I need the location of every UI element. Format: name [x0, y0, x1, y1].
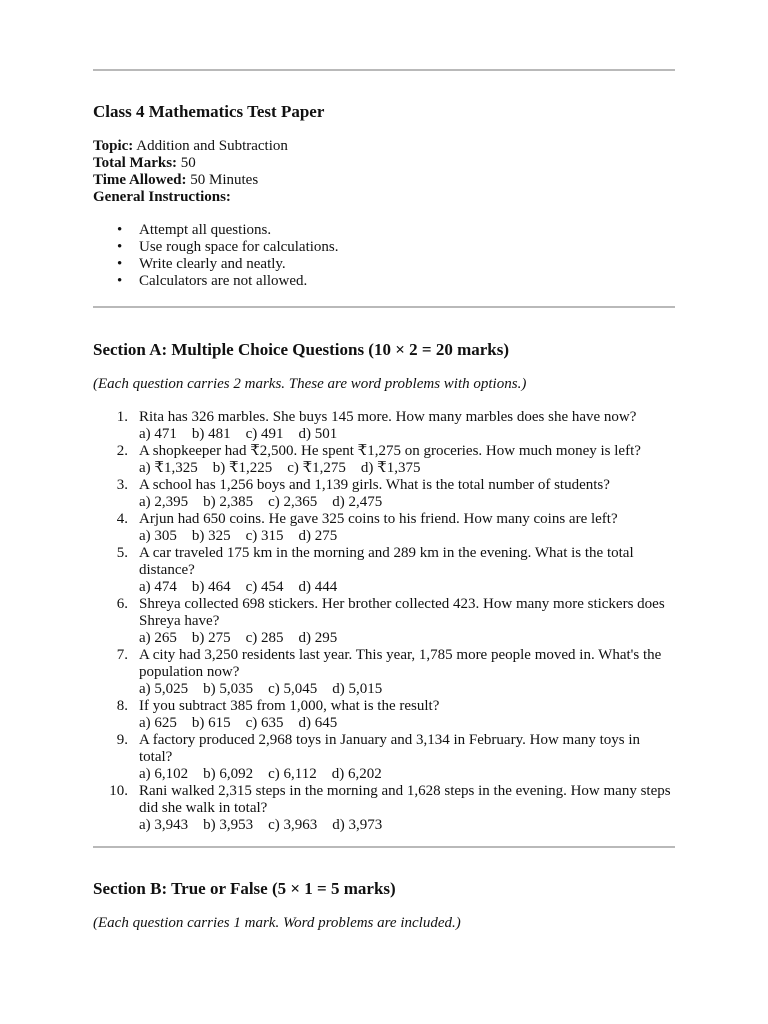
divider-section-b [93, 846, 675, 848]
divider-top [93, 69, 675, 71]
question-number: 10. [109, 783, 128, 799]
question-options: a) 305 b) 325 c) 315 d) 275 [139, 528, 338, 544]
question-text: Arjun had 650 coins. He gave 325 coins to his friend. How many coins are left? [139, 511, 618, 527]
question-item [93, 732, 675, 783]
bullet-icon: • [117, 256, 123, 272]
question-text: A school has 1,256 boys and 1,139 girls. What is the total number of students? [139, 477, 610, 493]
time-allowed-label: Time Allowed: [93, 172, 187, 188]
paper-title: Class 4 Mathematics Test Paper [93, 102, 325, 121]
instruction-text: Use rough space for calculations. [139, 239, 339, 255]
question-number: 2. [116, 443, 128, 459]
section-b-title: Section B: True or False (5 × 1 = 5 marks) [93, 879, 396, 898]
topic-line [93, 138, 288, 155]
question-options: a) 265 b) 275 c) 285 d) 295 [139, 630, 338, 646]
question-item [93, 511, 675, 545]
divider-section-a [93, 306, 675, 308]
question-options: a) ₹1,325 b) ₹1,225 c) ₹1,275 d) ₹1,375 [139, 460, 421, 476]
paper-details [93, 138, 288, 206]
question-options: a) 625 b) 615 c) 635 d) 645 [139, 715, 338, 731]
topic-value: Addition and Subtraction [136, 138, 288, 154]
section-a-title: Section A: Multiple Choice Questions (10 × 2 = 20 marks) [93, 340, 510, 359]
question-text: A factory produced 2,968 toys in January and 3,134 in February. How many toys in total? [139, 732, 641, 765]
question-item [93, 698, 675, 732]
question-options: a) 3,943 b) 3,953 c) 3,963 d) 3,973 [139, 817, 383, 833]
question-item [93, 783, 675, 834]
section-a-questions [93, 409, 675, 834]
question-number: 3. [116, 477, 128, 493]
question-text: A city had 3,250 residents last year. This year, 1,785 more people moved in. What's the population now? [139, 647, 662, 680]
instructions-heading-line [93, 189, 288, 206]
question-number: 1. [116, 409, 128, 425]
question-item [93, 596, 675, 647]
question-number: 6. [116, 596, 128, 612]
question-text: Rita has 326 marbles. She buys 145 more. How many marbles does she have now? [139, 409, 637, 425]
question-item [93, 545, 675, 596]
question-item [93, 477, 675, 511]
question-options: a) 5,025 b) 5,035 c) 5,045 d) 5,015 [139, 681, 383, 697]
instruction-item [93, 222, 339, 239]
question-item [93, 647, 675, 698]
total-marks-value: 50 [180, 155, 196, 171]
bullet-icon: • [117, 239, 123, 255]
question-number: 4. [116, 511, 128, 527]
instruction-item [93, 239, 339, 256]
instructions-heading: General Instructions: [93, 189, 231, 205]
question-number: 7. [116, 647, 128, 663]
instruction-text: Write clearly and neatly. [139, 256, 286, 272]
section-b-note: (Each question carries 1 mark. Word problems are included.) [93, 915, 461, 931]
bullet-icon: • [117, 222, 123, 238]
section-a-note: (Each question carries 2 marks. These are word problems with options.) [93, 376, 527, 392]
question-text: Rani walked 2,315 steps in the morning and 1,628 steps in the evening. How many steps did she walk in total? [139, 783, 671, 816]
question-item [93, 443, 675, 477]
question-item [93, 409, 675, 443]
topic-label: Topic: [93, 138, 134, 154]
question-text: A shopkeeper had ₹2,500. He spent ₹1,275 on groceries. How much money is left? [139, 443, 641, 459]
total-marks-line [93, 155, 288, 172]
question-options: a) 6,102 b) 6,092 c) 6,112 d) 6,202 [139, 766, 382, 782]
question-text: Shreya collected 698 stickers. Her brother collected 423. How many more stickers does Shreya have? [139, 596, 665, 629]
question-text: A car traveled 175 km in the morning and 289 km in the evening. What is the total distance? [139, 545, 634, 578]
instruction-item [93, 256, 339, 273]
time-allowed-value: 50 Minutes [190, 172, 259, 188]
question-number: 5. [116, 545, 128, 561]
question-options: a) 474 b) 464 c) 454 d) 444 [139, 579, 338, 595]
time-allowed-line [93, 172, 288, 189]
question-options: a) 471 b) 481 c) 491 d) 501 [139, 426, 338, 442]
question-text: If you subtract 385 from 1,000, what is the result? [139, 698, 440, 714]
bullet-icon: • [117, 273, 123, 289]
instructions-list [93, 222, 339, 290]
instruction-text: Attempt all questions. [139, 222, 272, 238]
question-options: a) 2,395 b) 2,385 c) 2,365 d) 2,475 [139, 494, 383, 510]
instruction-item [93, 273, 339, 290]
instruction-text: Calculators are not allowed. [139, 273, 308, 289]
question-number: 8. [116, 698, 128, 714]
question-number: 9. [116, 732, 128, 748]
total-marks-label: Total Marks: [93, 155, 178, 171]
